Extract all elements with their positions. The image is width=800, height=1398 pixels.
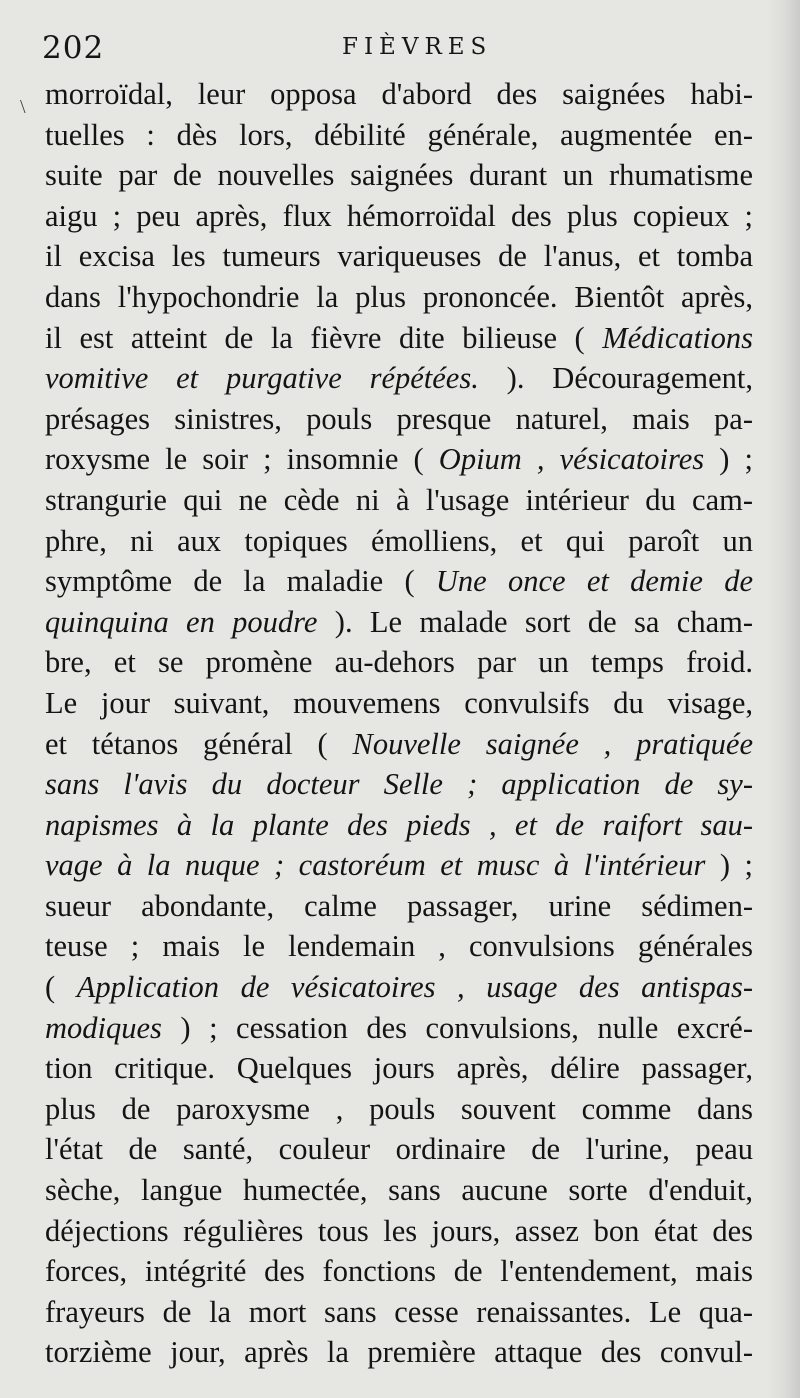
- text-line: [45, 236, 753, 277]
- text-line: [45, 764, 753, 805]
- text-segment: l'état de santé, couleur ordinaire de l'urine, peau: [45, 1132, 753, 1167]
- italic-segment: vomitive et purgative répétées.: [45, 361, 479, 396]
- text-segment: tion critique. Quelques jours après, délire passager,: [45, 1051, 753, 1086]
- italic-segment: quinquina en poudre: [45, 604, 318, 639]
- text-segment: morroïdal, leur opposa d'abord des saignées habi-: [45, 77, 753, 111]
- running-head: FIÈVRES: [342, 34, 493, 60]
- text-segment: phre, ni aux topiques émolliens, et qui paroît un: [45, 523, 753, 558]
- text-segment: teuse ; mais le lendemain , convulsions générales: [45, 929, 753, 964]
- italic-segment: modiques: [45, 1010, 162, 1045]
- text-segment: il excisa les tumeurs variqueuses de l'anus, et tomba: [45, 239, 753, 274]
- text-segment: ) ;: [704, 442, 753, 477]
- italic-segment: Application de vésicatoires , usage des antispas-: [76, 970, 753, 1005]
- text-segment: sèche, langue humectée, sans aucune sorte d'enduit,: [45, 1173, 753, 1208]
- text-segment: plus de paroxysme , pouls souvent comme dans: [45, 1091, 753, 1126]
- text-line: [45, 724, 753, 765]
- page-header: [42, 30, 752, 74]
- text-line: [45, 521, 753, 562]
- text-segment: ). Le malade sort de sa cham-: [317, 604, 753, 639]
- text-line: [45, 886, 753, 927]
- text-line: [45, 683, 753, 724]
- text-segment: forces, intégrité des fonctions de l'entendement, mais: [45, 1254, 753, 1289]
- text-line: [45, 74, 753, 115]
- text-line: [45, 196, 753, 237]
- text-line: [45, 155, 753, 196]
- text-segment: ) ; cessation des convulsions, nulle excré-: [161, 1010, 753, 1045]
- text-line: [45, 642, 753, 683]
- text-segment: dans l'hypochondrie la plus prononcée. Bientôt après,: [45, 279, 753, 314]
- text-line: [45, 926, 753, 967]
- italic-segment: Une once et demie de: [435, 564, 753, 599]
- text-segment: ). Découragement,: [478, 361, 753, 396]
- text-line: [45, 845, 753, 886]
- text-line: [45, 805, 753, 846]
- text-segment: frayeurs de la mort sans cesse renaissantes. Le qua-: [45, 1294, 753, 1329]
- body-text: [45, 74, 753, 1373]
- text-line: [45, 602, 753, 643]
- text-line: [45, 480, 753, 521]
- text-line: [45, 1251, 753, 1292]
- text-line: [45, 1008, 753, 1049]
- text-segment: strangurie qui ne cède ni à l'usage intérieur du cam-: [45, 482, 753, 517]
- text-line: [45, 1089, 753, 1130]
- italic-segment: Opium , vésicatoires: [438, 442, 705, 477]
- text-line: [45, 1048, 753, 1089]
- text-segment: suite par de nouvelles saignées durant un rhumatisme: [45, 158, 753, 193]
- text-line: [45, 1129, 753, 1170]
- page-edge-shadow: [766, 0, 800, 1398]
- text-segment: ) ;: [705, 848, 753, 883]
- text-segment: aigu ; peu après, flux hémorroïdal des plus copieux ;: [45, 198, 753, 233]
- text-line: [45, 561, 753, 602]
- text-line: [45, 1170, 753, 1211]
- text-line: [45, 1211, 753, 1252]
- text-line: [45, 277, 753, 318]
- text-segment: tuelles : dès lors, débilité générale, augmentée en-: [45, 117, 753, 152]
- text-segment: sueur abondante, calme passager, urine sédimen-: [45, 888, 753, 923]
- text-segment: présages sinistres, pouls presque naturel, mais pa-: [45, 401, 753, 436]
- text-line: [45, 1292, 753, 1333]
- italic-segment: vage à la nuque ; castoréum et musc à l'intérieur: [45, 848, 706, 883]
- italic-segment: Nouvelle saignée , pratiquée: [352, 726, 753, 761]
- text-line: [45, 115, 753, 156]
- text-line: [45, 358, 753, 399]
- text-line: [45, 439, 753, 480]
- italic-segment: sans l'avis du docteur Selle ; application de sy-: [45, 767, 753, 802]
- italic-segment: Médications: [602, 320, 753, 355]
- text-segment: (: [45, 970, 77, 1005]
- page-number: 202: [42, 30, 105, 66]
- text-segment: et tétanos général (: [45, 726, 353, 761]
- text-segment: il est atteint de la fièvre dite bilieuse (: [45, 320, 603, 355]
- text-line: [45, 1332, 753, 1373]
- text-line: [45, 318, 753, 359]
- italic-segment: napismes à la plante des pieds , et de raifort sau-: [45, 807, 753, 842]
- text-segment: Le jour suivant, mouvemens convulsifs du visage,: [45, 685, 753, 720]
- text-segment: déjections régulières tous les jours, assez bon état des: [45, 1213, 753, 1248]
- text-segment: torzième jour, après la première attaque des convul-: [45, 1335, 753, 1370]
- text-segment: roxysme le soir ; insomnie (: [45, 442, 439, 477]
- text-segment: bre, et se promène au-dehors par un temps froid.: [45, 645, 753, 680]
- text-segment: symptôme de la maladie (: [45, 564, 436, 599]
- margin-mark: \: [20, 96, 26, 118]
- text-line: [45, 967, 753, 1008]
- text-line: [45, 399, 753, 440]
